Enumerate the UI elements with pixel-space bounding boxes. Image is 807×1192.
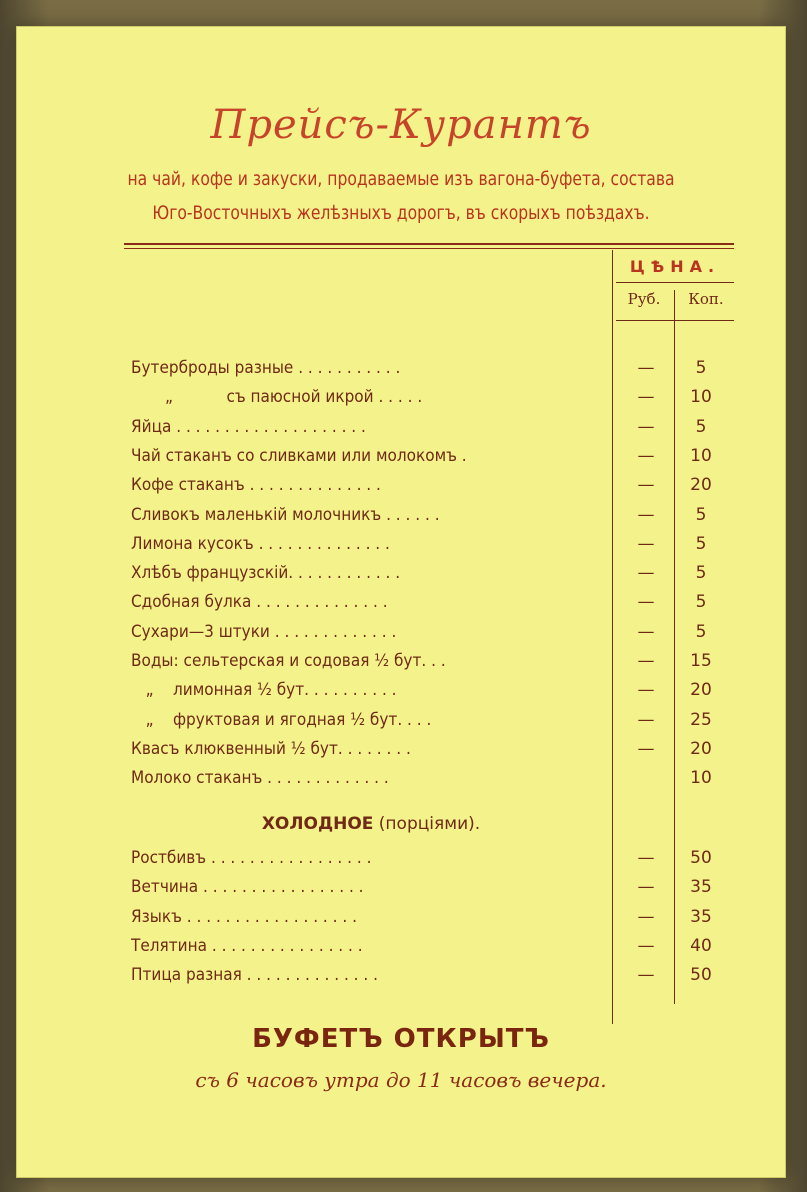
item-kop: 5 [695, 416, 707, 437]
item-rub: — [637, 680, 655, 701]
menu-item-row [131, 592, 731, 620]
cold-section-note: (порціями). [378, 814, 481, 834]
item-rub: — [637, 965, 655, 986]
item-name: Чай стаканъ со сливками или молокомъ . [131, 445, 467, 466]
item-name: „ съ паюсной икрой . . . . . [131, 387, 423, 408]
item-rub: — [637, 387, 655, 408]
item-rub: — [637, 709, 655, 730]
item-name: Квасъ клюквенный ½ бут. . . . . . . . [131, 738, 411, 759]
item-name: Сухари—3 штуки . . . . . . . . . . . . . [131, 621, 397, 642]
item-rub: — [637, 475, 655, 496]
cold-section-heading [131, 814, 611, 834]
item-rub: — [637, 651, 655, 671]
menu-item-row [131, 877, 731, 905]
menu-item-row [131, 907, 731, 935]
item-name: Молоко стаканъ . . . . . . . . . . . . . [131, 768, 389, 789]
menu-item-row [131, 417, 731, 445]
item-kop: 5 [695, 504, 707, 525]
item-kop: 50 [690, 965, 712, 986]
cold-section-title: ХОЛОДНОЕ [261, 814, 374, 834]
menu-item-row [131, 651, 731, 679]
item-rub: — [637, 416, 655, 437]
menu-item-row [131, 936, 731, 964]
item-rub: — [637, 935, 655, 956]
item-name: Бутерброды разные . . . . . . . . . . . [131, 358, 401, 378]
menu-item-row [131, 387, 731, 415]
menu-item-row [131, 475, 731, 503]
menu-item-row [131, 739, 731, 767]
menu-item-row [131, 622, 731, 650]
item-name: Ветчина . . . . . . . . . . . . . . . . . [131, 877, 364, 898]
price-header-rule [616, 282, 734, 283]
item-name: Яйца . . . . . . . . . . . . . . . . . . . . [131, 416, 366, 437]
menu-item-row [131, 965, 731, 993]
item-rub: — [637, 877, 655, 898]
menu-item-row [131, 848, 731, 876]
item-kop: 40 [690, 935, 712, 956]
item-rub: — [637, 563, 655, 584]
item-name: Сдобная булка . . . . . . . . . . . . . . [131, 592, 388, 613]
menu-item-row [131, 680, 731, 708]
item-kop: 5 [695, 358, 707, 378]
item-name: Птица разная . . . . . . . . . . . . . . [131, 965, 379, 986]
item-rub: — [637, 445, 655, 466]
item-name: Кофе стаканъ . . . . . . . . . . . . . . [131, 475, 381, 496]
item-kop: 10 [690, 445, 712, 466]
menu-item-row [131, 768, 731, 796]
item-rub: — [637, 738, 655, 759]
menu-item-row [131, 505, 731, 533]
price-header: ЦѢНА. [629, 257, 721, 276]
item-name: „ лимонная ½ бут. . . . . . . . . . [131, 680, 397, 701]
item-kop: 5 [695, 592, 707, 613]
item-kop: 20 [690, 680, 712, 701]
item-kop: 5 [695, 563, 707, 584]
item-name: Ростбивъ . . . . . . . . . . . . . . . . . [131, 848, 372, 868]
header-rule-thin [124, 248, 734, 249]
buffet-open-title: БУФЕТЪ ОТКРЫТЪ [252, 1024, 550, 1054]
item-name: „ фруктовая и ягодная ½ бут. . . . [131, 709, 432, 730]
item-kop: 15 [690, 651, 712, 671]
item-name: Сливокъ маленькій молочникъ . . . . . . [131, 504, 440, 525]
item-kop: 20 [690, 475, 712, 496]
item-name: Телятина . . . . . . . . . . . . . . . . [131, 935, 363, 956]
price-list-card [16, 26, 786, 1178]
item-rub: — [637, 592, 655, 613]
menu-item-row [131, 534, 731, 562]
item-kop: 20 [690, 738, 712, 759]
menu-item-row [131, 358, 731, 386]
item-rub: — [637, 906, 655, 927]
item-kop: 50 [690, 848, 712, 868]
item-kop: 35 [690, 906, 712, 927]
item-name: Воды: сельтерская и содовая ½ бут. . . [131, 651, 446, 671]
menu-item-row [131, 563, 731, 591]
item-rub: — [637, 848, 655, 868]
price-subheader-rule [616, 320, 734, 321]
item-rub: — [637, 621, 655, 642]
item-kop: 25 [690, 709, 712, 730]
item-name: Лимона кусокъ . . . . . . . . . . . . . . [131, 533, 390, 554]
menu-item-row [131, 710, 731, 738]
menu-item-row [131, 446, 731, 474]
item-kop: 10 [690, 768, 712, 789]
item-rub: — [637, 504, 655, 525]
rub-header: Руб. [627, 290, 661, 308]
item-rub: — [637, 358, 655, 378]
item-kop: 35 [690, 877, 712, 898]
item-name: Хлѣбъ французскій. . . . . . . . . . . . [131, 563, 401, 584]
item-rub: — [637, 533, 655, 554]
subtitle-line-2: Юго-Восточныхъ желѣзныхъ дорогъ, въ скорыхъ поѣздахъ. [152, 202, 650, 224]
buffet-open-hours: съ 6 часовъ утра до 11 часовъ вечера. [195, 1068, 607, 1092]
item-kop: 10 [690, 387, 712, 408]
item-name: Языкъ . . . . . . . . . . . . . . . . . . [131, 906, 357, 927]
header-rule [124, 243, 734, 245]
item-kop: 5 [695, 621, 707, 642]
document-title: Прейсъ-Курантъ [210, 102, 592, 148]
subtitle-line-1: на чай, кофе и закуски, продаваемые изъ вагона-буфета, состава [127, 168, 675, 190]
item-kop: 5 [695, 533, 707, 554]
kop-header: Коп. [688, 290, 724, 308]
